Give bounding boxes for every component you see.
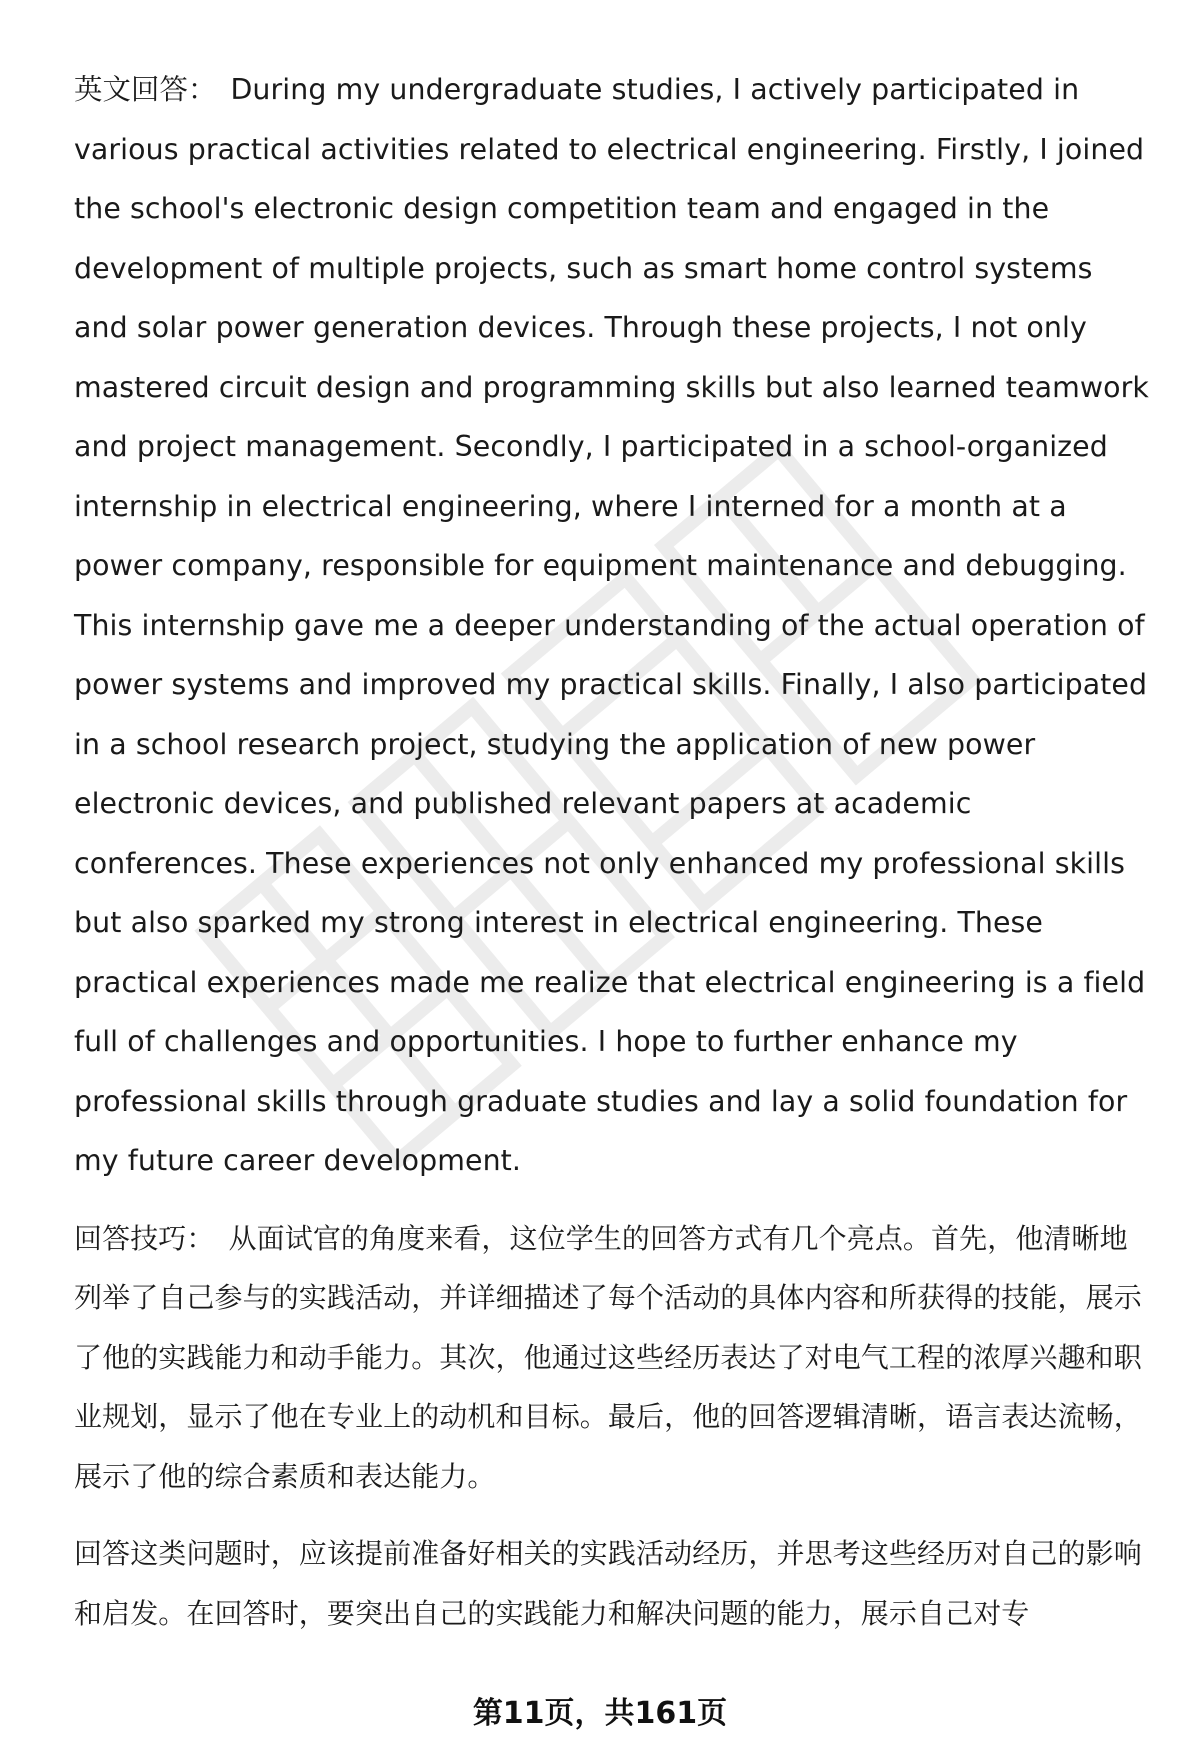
answer-tips-label: 回答技巧： bbox=[74, 1221, 215, 1255]
english-answer-label: 英文回答： bbox=[74, 73, 217, 106]
page-number-footer: 第11页，共161页 bbox=[472, 1696, 728, 1731]
answer-tips-paragraph bbox=[74, 1209, 1154, 1507]
english-answer-paragraph bbox=[74, 60, 1154, 1191]
document-body bbox=[74, 60, 1154, 1643]
answer-advice-text: 回答这类问题时，应该提前准备好相关的实践活动经历，并思考这些经历对自己的影响和启发。在回答时，要突出自己的实践能力和解决问题的能力，展示自己对专 bbox=[74, 1537, 1142, 1630]
answer-advice-paragraph bbox=[74, 1524, 1154, 1643]
answer-tips-text: 从面试官的角度来看，这位学生的回答方式有几个亮点。首先，他清晰地列举了自己参与的实践活动，并详细描述了每个活动的具体内容和所获得的技能，展示了他的实践能力和动手能力。其次，他通过这些经历表达了对电气工程的浓厚兴趣和职业规划，显示了他在专业上的动机和目标。最后，他的回答逻辑清晰，语言表达流畅，展示了他的综合素质和表达能力。 bbox=[74, 1221, 1142, 1493]
english-answer-text: During my undergraduate studies, I actively participated in various practical activities related to electrical engineering. Firstly, I joined the school's electronic design competition team and engaged in the development of multiple projects, such as smart home control systems and solar power generation devices. Through these projects, I not only mastered circuit design and programming skills but also learned teamwork and project management. Secondly, I participated in a school-organized internship in electrical engineering, where I interned for a month at a power company, responsible for equipment maintenance and debugging. This internship gave me a deeper understanding of the actual operation of power systems and improved my practical skills. Finally, I also participated in a school research project, studying the application of new power electronic devices, and published relevant papers at academic conferences. These experiences not only enhanced my professional skills but also sparked my strong interest in electrical engineering. These practical experiences made me realize that electrical engineering is a field full of challenges and opportunities. I hope to further enhance my professional skills through graduate studies and lay a solid foundation for my future career development. bbox=[74, 73, 1149, 1177]
